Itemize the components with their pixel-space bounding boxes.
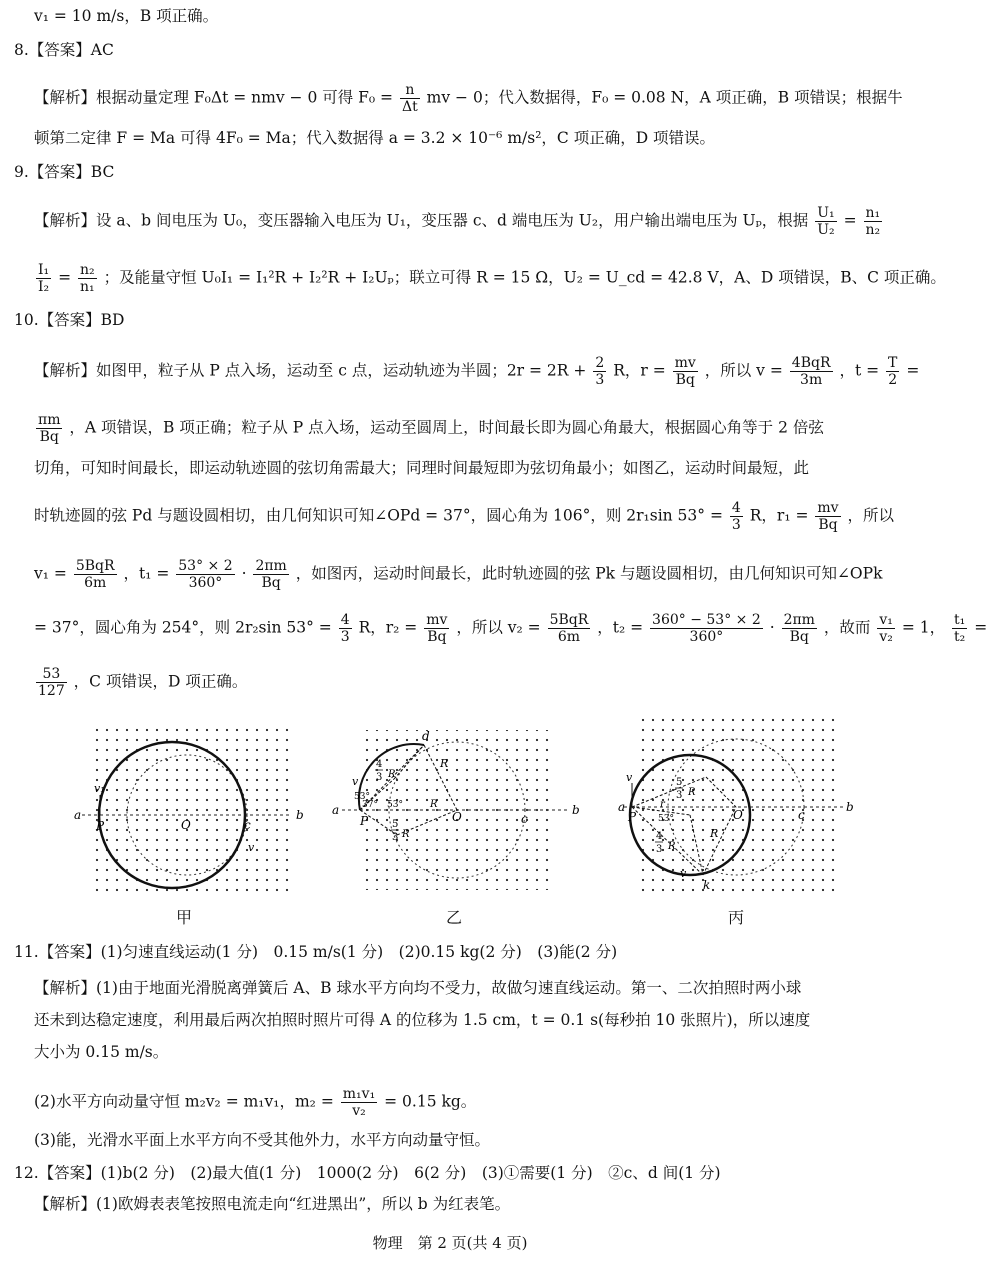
- figure-bing: [618, 715, 868, 900]
- label-frac43-num: 4: [656, 831, 663, 842]
- label-c: c: [798, 808, 805, 822]
- analysis-10-line2: $\frac{\pi m}{Bq}$ ，A 项错误，B 项正确；粒子从 P 点入场，运动至圆周上，时间最长即为圆心角最大，根据圆心角等于 2 倍弦: [38, 412, 824, 445]
- label-R2: R: [430, 799, 438, 810]
- analysis-11-line2: 还未到达稳定速度，利用最后两次拍照时照片可得 A 的位移为 1.5 cm，t = 0.1 s(每秒拍 10 张照片)，所以速度: [34, 1011, 811, 1029]
- label-O: O: [733, 808, 743, 822]
- label-frac53-den: 3: [676, 790, 683, 801]
- analysis-10-line7: $\frac{53}{127}$ ，C 项错误，D 项正确。: [38, 666, 248, 699]
- answer-8: 8.【答案】AC: [14, 41, 114, 59]
- figure-yi: [332, 715, 582, 900]
- label-k: k: [703, 878, 711, 892]
- magnetic-field-dots: [640, 715, 836, 893]
- label-O: O: [452, 810, 462, 824]
- label-v: v: [352, 775, 359, 788]
- label-v: v: [626, 771, 633, 784]
- line-v1: v₁ = 10 m/s，B 项正确。: [34, 7, 219, 25]
- label-d: d: [422, 729, 430, 743]
- label-angle53: 53°: [658, 814, 674, 824]
- page-footer: 物理 第 2 页(共 4 页): [372, 1234, 528, 1252]
- label-c: c: [521, 812, 528, 826]
- label-frac43-den: 3: [376, 772, 383, 783]
- analysis-10-line4: 时轨迹圆的弦 Pd 与题设圆相切，由几何知识可知∠OPd = 37°，圆心角为 106°，则 2r₁sin 53° = $\frac{4}{3}$ R，r₁ = $\frac{mv}{Bq}$ ，所以: [34, 500, 895, 533]
- label-frac53-den: 3: [392, 832, 399, 843]
- label-v1: v₁: [94, 782, 105, 795]
- caption-bing: 丙: [728, 908, 745, 927]
- label-P: P: [628, 810, 637, 824]
- analysis-11-line1: 【解析】(1)由于地面光滑脱离弹簧后 A、B 球水平方向均不受力，故做匀速直线运动。第一、二次拍照时两小球: [34, 979, 802, 997]
- caption-jia: 甲: [176, 908, 193, 927]
- label-R3: R: [668, 841, 676, 852]
- label-b: b: [846, 800, 854, 814]
- label-c: c: [244, 818, 251, 832]
- label-a: a: [332, 803, 340, 817]
- answer-11: 11.【答案】(1)匀速直线运动(1 分) 0.15 m/s(1 分) (2)0.15 kg(2 分) (3)能(2 分): [14, 943, 618, 961]
- label-r: r: [660, 799, 665, 810]
- label-P: P: [96, 819, 105, 833]
- label-v2: v: [680, 867, 687, 880]
- label-P: P: [360, 814, 369, 828]
- label-frac53-num: 5: [676, 777, 683, 788]
- analysis-11-line3: 大小为 0.15 m/s。: [34, 1043, 169, 1061]
- figure-jia: [72, 715, 322, 900]
- analysis-12-line1: 【解析】(1)欧姆表表笔按照电流走向“红进黑出”，所以 b 为红表笔。: [34, 1195, 511, 1213]
- label-R2: R: [710, 827, 719, 840]
- answer-9: 9.【答案】BC: [14, 163, 115, 181]
- analysis-10-line3: 切角，可知时间最长，即运动轨迹圆的弦切角需最大；同理时间最短即为弦切角最小；如图乙，运动时间最短，此: [34, 459, 810, 477]
- caption-yi: 乙: [446, 908, 463, 927]
- label-angle37: 37°: [362, 800, 378, 810]
- label-frac53-num: 5: [392, 819, 399, 830]
- answer-12: 12.【答案】(1)b(2 分) (2)最大值(1 分) 1000(2 分) 6(2 分) (3)①需要(1 分) ②c、d 间(1 分): [14, 1164, 721, 1182]
- answer-10: 10.【答案】BD: [14, 311, 125, 329]
- analysis-11-line4: (2)水平方向动量守恒 m₂v₂ = m₁v₁，m₂ = $\frac{\text{m₁v₁}}{\text{v₂}}$ = 0.15 kg。: [34, 1086, 477, 1119]
- label-b: b: [296, 808, 304, 822]
- analysis-8-line1: 【解析】根据动量定理 F₀Δt = nmv − 0 可得 F₀ = $\frac{n}{\Delta t}$ mv − 0；代入数据得，F₀ = 0.08 N，A 项正确，B 项错误；根据牛: [34, 82, 903, 115]
- label-O: O: [181, 818, 191, 832]
- label-a: a: [74, 808, 82, 822]
- label-r2: R: [402, 829, 410, 840]
- label-R1: R: [688, 787, 696, 798]
- analysis-9-line1: 【解析】设 a、b 间电压为 U₀，变压器输入电压为 U₁，变压器 c、d 端电压为 U₂，用户输出端电压为 Uₚ，根据 $\frac{\text{U₁}}{\text{U₂}}$ = $\frac{\text{n₁}}{\text{n₂}}$: [34, 205, 881, 238]
- label-R1: R: [440, 757, 449, 770]
- analysis-10-line1: 【解析】如图甲，粒子从 P 点入场，运动至 c 点，运动轨迹为半圆；2r = 2R + $\frac{2}{3}$ R，r = $\frac{mv}{Bq}$ ，所以 v = $\frac{\text{4BqR}}{3m}$ ，t = $\frac{T}{2}$ =: [34, 355, 920, 388]
- label-frac43-den: 3: [656, 844, 663, 855]
- label-angle53b: 53°: [387, 800, 403, 810]
- analysis-10-line5: v₁ = $\frac{\text{5BqR}}{6m}$ ，t₁ = $\frac{53^\circ \times 2}{360^\circ}$ · $\frac{2\pi m}{Bq}$ ，如图丙，运动时间最长，此时轨迹圆的弦 Pk 与题设圆相切，由几何知识可知∠OPk: [34, 558, 883, 591]
- label-r1: R: [388, 769, 396, 780]
- analysis-9-line2: $\frac{\text{I₁}}{\text{I₂}}$ = $\frac{\text{n₂}}{\text{n₁}}$ ；及能量守恒 U₀I₁ = I₁²R + I₂²R + I₂Uₚ；联立可得 R = 15 Ω，U₂ = U_cd = 42.8 V，A、D 项错误，B、C 项正确。: [38, 262, 946, 295]
- label-b: b: [572, 803, 580, 817]
- analysis-11-line5: (3)能，光滑水平面上水平方向不受其他外力，水平方向动量守恒。: [34, 1131, 490, 1149]
- label-angle53: 53°: [354, 792, 370, 802]
- analysis-10-line6: = 37°，圆心角为 254°，则 2r₂sin 53° = $\frac{4}{3}$ R，r₂ = $\frac{mv}{Bq}$ ，所以 v₂ = $\frac{\text{5BqR}}{6m}$ ，t₂ = $\frac{360^\circ - 53^\circ \times 2}{360^\circ}$ · $\frac{2\pi m}{Bq}$ ，故而 $\frac{\text{v₁}}{\text{v₂}}$ = 1， $\frac{\text{t₁}}{\text{t₂}}$ =: [34, 612, 987, 645]
- label-frac43-num: 4: [376, 759, 383, 770]
- label-v: v: [248, 841, 255, 854]
- label-a: a: [618, 800, 626, 814]
- analysis-8-line2: 顿第二定律 F = Ma 可得 4F₀ = Ma；代入数据得 a = 3.2 × 10⁻⁶ m/s²，C 项正确，D 项错误。: [34, 129, 716, 147]
